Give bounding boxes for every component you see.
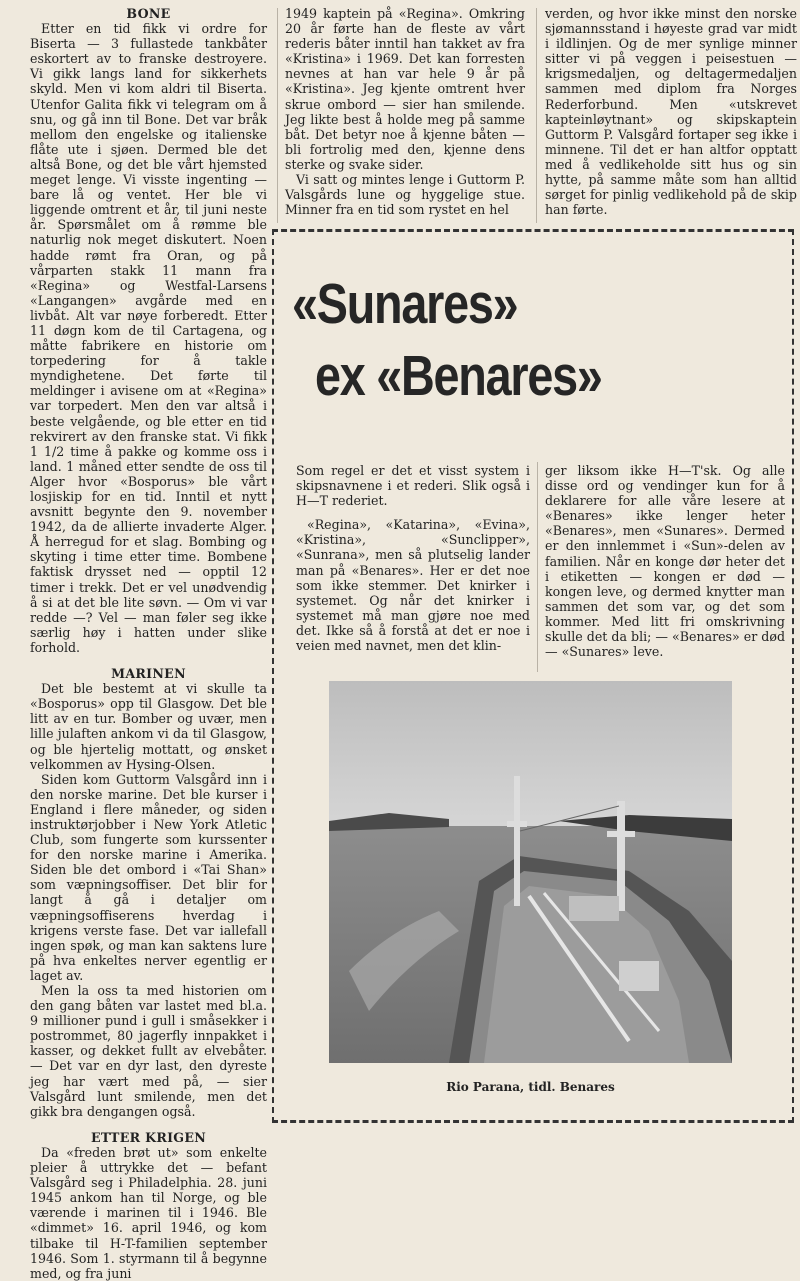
paragraph: «Regina», «Katarina», «Evina», «Kristina», «Sunclipper», «Sunrana», men så plutselig lander man på «Benares». Her er det noe som ikke stemmer. Det knirker i systemet. Og når det knirker i systemet må man gjøre noe med det. Ikke så å forstå at det er noe i veien med navnet, men det klin-	[296, 517, 530, 654]
photo-caption: Rio Parana, tidl. Benares	[446, 1080, 615, 1094]
paragraph: Det ble bestemt at vi skulle ta «Bosporus» opp til Glasgow. Det ble litt av en tur. Bomber og uvær, men lille julaften ankom vi da til Glasgow, og ble hjertelig mottatt, og ønsket velkommen av Hysing-Olsen.	[30, 681, 267, 772]
paragraph: Men la oss ta med historien om den gang båten var lastet med bl.a. 9 millioner pund i gull i småsekker i postrommet, 80 jagerfly innpakket i kasser, og dekket fullt av elvebåter. — Det var en dyr last, den dyreste jeg har vært med på, — sier Valsgård lunt smilende, men det gikk bra dengangen også.	[30, 983, 267, 1119]
headline-line-1: «Sunares»	[292, 272, 518, 336]
column-rule-right	[536, 8, 537, 223]
paragraph: Siden kom Guttorm Valsgård inn i den norske marine. Det ble kurser i England i flere måneder, og siden instruktørjobber i New York Atletic Club, som fungerte som kurssenter for den norske marine i Amerika. Siden ble det ombord i «Tai Shan» som væpningsoffiser. Det blir for langt å gå i detaljer om væpningsoffiserens hverdag i krigens verste fase. Det var iallefall ingen spøk, og man kan saktens lure på hva enkeltes nerver egentlig er laget av.	[30, 771, 267, 983]
paragraph: Som regel er det et visst system i skipsnavnene i et rederi. Slik også i H—T rederiet.	[296, 463, 530, 509]
boxed-column-left	[296, 463, 530, 653]
paragraph: ger liksom ikke H—T'sk. Og alle disse ord og vendinger kun for å deklarere for alle våre lesere at «Benares» ikke lenger heter «Benares», men «Sunares». Dermed er den innlemmet i «Sun»-delen av familien. Når en konge dør heter det i etiketten — kongen er død — kongen leve, og dermed knytter man sammen det som var, og det som kommer. Med litt fri omskrivning skulle det da bli; — «Benares» er død — «Sunares» leve.	[545, 463, 785, 660]
paragraph: Vi satt og mintes lenge i Guttorm P. Valsgårds lune og hyggelige stue. Minner fra en tid som rystet en hel	[285, 172, 525, 218]
ship-photo	[329, 681, 732, 1063]
paragraph: verden, og hvor ikke minst den norske sjømannsstand i høyeste grad var midt i ildlinjen. Og de mer synlige minner sitter vi på veggen i peisestuen — krigsmedaljen, og deltagermedaljen sammen med diplom fra Norges Rederforbund. Men «utskrevet kapteinløytnant» og skipskaptein Guttorm P. Valsgård fortaper seg ikke i minnene. Til det er han altfor opptatt med å vedlikeholde sitt hus og sin hytte, på samme måte som han alltid sørget for pinlig vedlikehold på de skip han førte.	[545, 6, 797, 218]
paragraph: Da «freden brøt ut» som enkelte pleier å uttrykke det — befant Valsgård seg i Philadelphia. 28. juni 1945 ankom han til Norge, og ble værende i marinen til i 1946. Ble «dimmet» 16. april 1946, og kom tilbake til H-T-familien september 1946. Som 1. styrmann til å begynne med, og fra juni	[30, 1144, 267, 1281]
section-heading-etter-krigen: ETTER KRIGEN	[90, 1129, 207, 1145]
ship-illustration	[329, 681, 732, 1063]
paragraph: Etter en tid fikk vi ordre for Biserta — 3 fullastede tankbåter eskortert av to franske destroyere. Vi gikk langs land for sikkerhets skyld. Men vi kom aldri til Biserta. Utenfor Galita fikk vi telegram om å snu, og gå inn til Bone. Det var bråk mellom den engelske og italienske flåte ute i sjøen. Dermed ble det altså Bone, og det ble vårt hjemsted meget lenge. Vi visste ingenting — bare lå og ventet. Her ble vi liggende omtrent et år, til juni neste år. Spørsmålet om å rømme ble naturlig nok meget diskutert. Noen hadde rømt fra Oran, og på vårparten stakk 11 mann fra «Regina» og Westfal-Larsens «Langangen» avgårde med en livbåt. Alt var nøye forberedt. Etter 11 døgn kom de til Cartagena, og måtte fabrikere en historie om torpedering for å takle myndighetene. Det førte til meldinger i avisene om at «Regina» var torpedert. Men den var altså i beste velgående, og ble etter en tid rekvirert av den franske stat. Vi fikk 1 1/2 time å pakke og komme oss i land. 1 måned etter sendte de oss til Alger hvor «Bosporus» ble vårt losjiskip for en tid. Inntil et nytt avsnitt begynte den 9. november 1942, da de allierte invaderte Alger. Å herregud for et slag. Bombing og skyting i time etter time. Bombene faktisk drysset ned — opptil 12 timer i trekk. Det er vel unødvendig å si at det ble lite søvn. — Om vi var redde —? Vel — man føler seg ikke særlig høy i hatten under slike forhold.	[30, 21, 267, 655]
boxed-column-right	[545, 463, 785, 659]
box-column-rule	[537, 462, 538, 672]
column-rule-left	[277, 8, 278, 223]
section-heading-marinen: MARINEN	[111, 666, 186, 682]
article-column-1	[30, 6, 267, 1281]
paragraph: 1949 kaptein på «Regina». Omkring 20 år førte han de fleste av vårt rederis båter inntil han takket av fra «Kristina» i 1969. Det kan forresten nevnes at han var hele 9 år på «Kristina». Jeg kjente omtrent hver skrue ombord — sier han smilende. Jeg likte best å holde meg på samme båt. Det betyr noe å kjenne båten — bli fortrolig med den, kjenne dens sterke og svake sider.	[285, 6, 525, 172]
section-heading-bone: BONE	[126, 6, 171, 21]
article-column-3	[545, 6, 797, 217]
article-headline	[292, 268, 686, 412]
headline-line-2: ex «Benares»	[314, 344, 602, 408]
article-column-2	[285, 6, 525, 217]
